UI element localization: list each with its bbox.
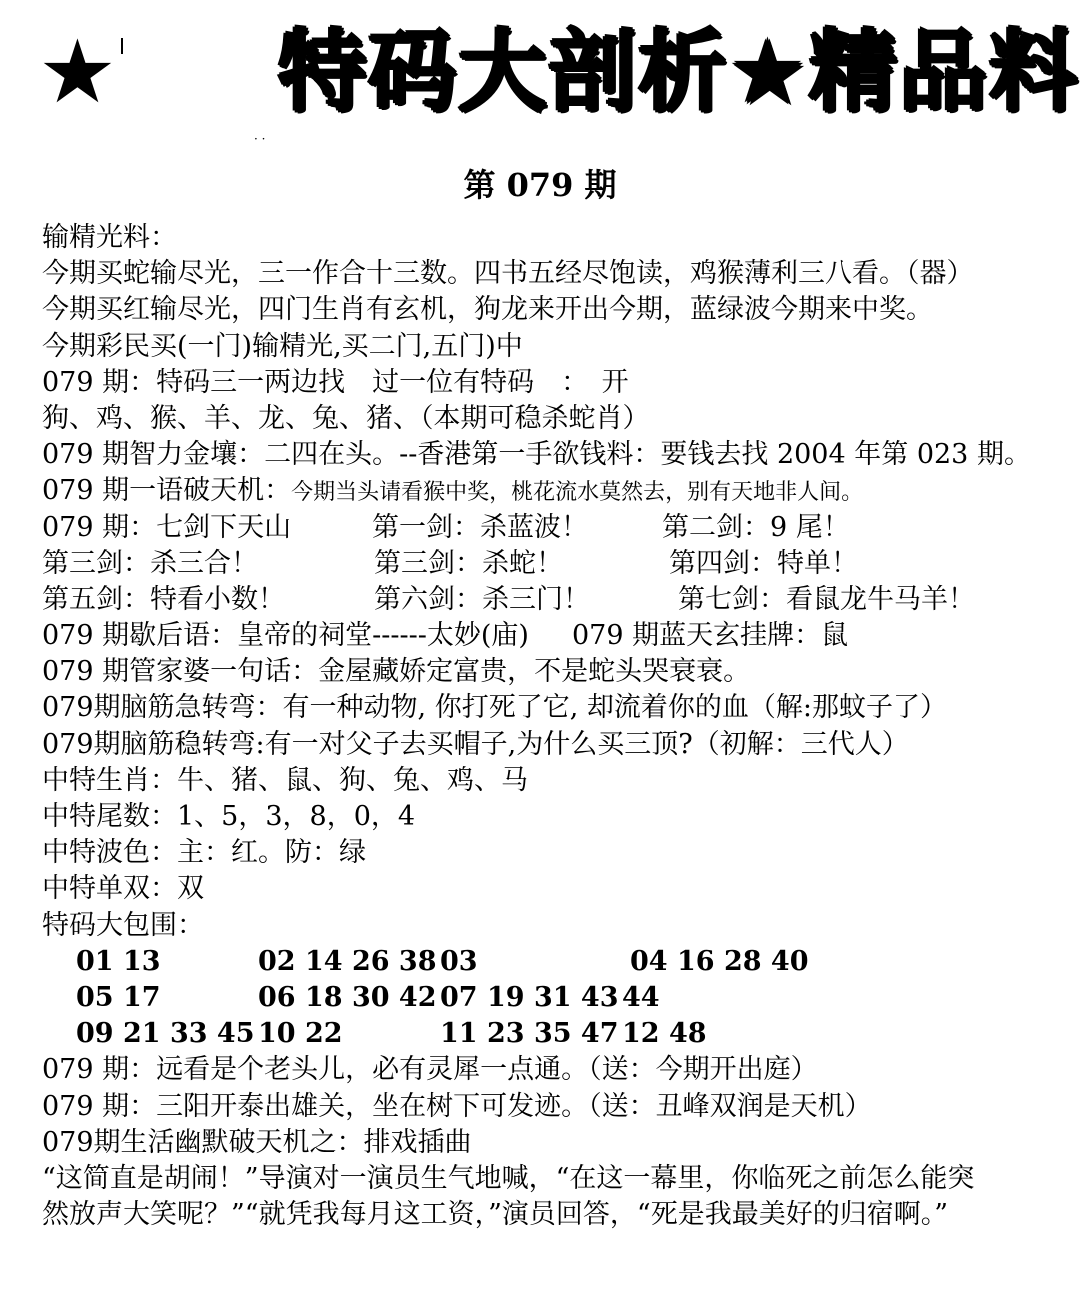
text-line-25: 079 期：三阳开泰出雄关，坐在树下可发迹。（送：丑峰双润是天机） xyxy=(42,1090,872,1122)
text-line-17: 中特尾数：1、5，3，8，0，4 xyxy=(42,801,416,832)
sword-cell: 第三剑：杀三合！ xyxy=(42,547,258,579)
number-group: 09 21 33 45 xyxy=(76,1018,255,1050)
sword-cell: 第五剑：特看小数！ xyxy=(42,583,285,615)
sword-cell: 第七剑：看鼠龙牛马羊！ xyxy=(678,583,975,615)
star-icon: ★ xyxy=(38,20,117,123)
page-title: 特码大剖析★精品料 xyxy=(278,20,1079,123)
text-line-3: 今期买红输尽光，四门生肖有玄机，狗龙来开出今期，蓝绿波今期来中奖。 xyxy=(42,294,933,326)
sword-cell: 第三剑：杀蛇！ xyxy=(374,547,563,579)
issue-number: 第 079 期 xyxy=(463,166,617,204)
number-group: 02 14 26 38 xyxy=(258,945,437,977)
text-line-26: 079期生活幽默破天机之：排戏插曲 xyxy=(42,1126,472,1158)
number-group: 01 13 xyxy=(76,945,161,977)
sword-cell: 第一剑：杀蓝波！ xyxy=(372,511,588,543)
number-group: 04 16 28 40 xyxy=(630,945,809,977)
text-line-20: 特码大包围： xyxy=(42,909,204,941)
number-group: 44 xyxy=(622,981,660,1013)
text-line-5: 079 期：特码三一两边找 过一位有特码 ： 开 xyxy=(42,366,629,398)
text-line-18: 中特波色：主：红。防：绿 xyxy=(42,837,366,869)
text-line-13: 079 期管家婆一句话：金屋藏娇定富贵，不是蛇头哭衰衰。 xyxy=(42,656,751,688)
text-line-4: 今期彩民买(一门)输精光,买二门,五门)中 xyxy=(42,330,523,362)
number-row-3 xyxy=(42,1016,1042,1052)
sword-row-3 xyxy=(42,582,1042,618)
sword-row-1 xyxy=(42,510,1042,546)
tick-mark xyxy=(121,38,123,54)
text-line-12 xyxy=(42,618,1042,654)
yiyu-label: 079 期一语破天机： xyxy=(42,475,292,507)
number-row-1 xyxy=(42,944,1042,980)
sword-row-2 xyxy=(42,546,1042,582)
sword-cell: 第二剑：9 尾！ xyxy=(662,511,850,543)
article-body xyxy=(42,220,1042,1233)
text-line-16: 中特生肖：牛、猪、鼠、狗、兔、鸡、马 xyxy=(42,764,528,796)
xiehouyu: 079 期歇后语：皇帝的祠堂------太妙(庙) xyxy=(42,620,529,652)
text-line-1: 输精光料： xyxy=(42,222,177,253)
text-line-28: 然放声大笑呢？”“就凭我每月这工资，”演员回答，“死是我最美好的归宿啊。” xyxy=(42,1199,949,1231)
lantian-pai: 079 期蓝天玄挂牌：鼠 xyxy=(572,620,849,652)
dot-marks: · · xyxy=(254,132,266,146)
number-group: 07 19 31 43 xyxy=(440,981,619,1013)
number-group: 11 23 35 47 xyxy=(440,1018,619,1050)
text-line-2: 今期买蛇输尽光，三一作合十三数。四书五经尽饱读，鸡猴薄利三八看。（器） xyxy=(42,258,974,290)
yiyu-text: 今期当头请看猴中奖，桃花流水莫然去，别有天地非人间。 xyxy=(291,480,864,506)
number-group: 10 22 xyxy=(258,1018,343,1050)
number-group: 03 xyxy=(440,945,478,977)
sword-cell: 第四剑：特单！ xyxy=(669,547,858,579)
number-group: 05 17 xyxy=(76,981,161,1013)
text-line-19: 中特单双：双 xyxy=(42,873,204,905)
text-line-14: 079期脑筋急转弯：有一种动物, 你打死了它, 却流着你的血（解:那蚊子了） xyxy=(42,692,947,724)
number-group: 06 18 30 42 xyxy=(258,981,437,1013)
number-group: 12 48 xyxy=(622,1018,707,1050)
text-line-6: 狗、鸡、猴、羊、龙、兔、猪、（本期可稳杀蛇肖） xyxy=(42,402,650,434)
sword-cell: 079 期：七剑下天山 xyxy=(42,511,292,543)
text-line-15: 079期脑筋稳转弯:有一对父子去买帽子,为什么买三顶?（初解：三代人） xyxy=(42,728,909,760)
sword-cell: 第六剑：杀三门！ xyxy=(374,583,590,615)
text-line-27: “这简直是胡闹！”导演对一演员生气地喊，“在这一幕里，你临死之前怎么能突 xyxy=(42,1162,975,1194)
text-line-8 xyxy=(42,473,1042,509)
text-line-24: 079 期：远看是个老头儿，必有灵犀一点通。（送：今期开出庭） xyxy=(42,1054,818,1086)
text-line-7: 079 期智力金壤：二四在头。--香港第一手欲钱料：要钱去找 2004 年第 023 期。 xyxy=(42,439,1031,471)
number-row-2 xyxy=(42,980,1042,1016)
